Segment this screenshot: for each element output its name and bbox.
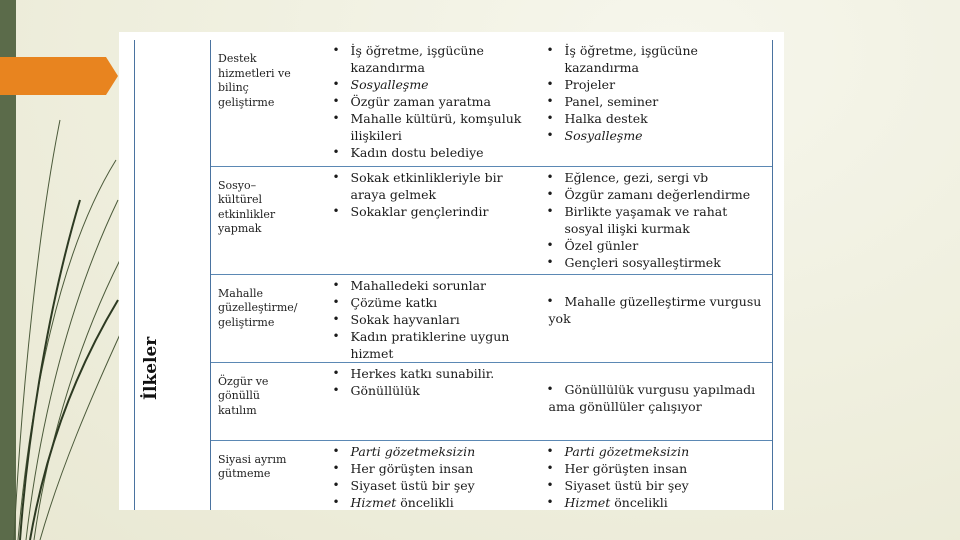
category-text: gütmeme [218,467,271,480]
list-item: • Mahalledeki sorunlar [351,277,537,294]
list-item: • Her görüşten insan [565,460,769,477]
principle-cell [135,40,211,510]
category-text: etkinlikler [218,207,276,221]
category-cell [211,166,327,274]
list-item: • Parti gözetmeksizin [565,443,769,460]
bullet-list [327,40,541,161]
category-text: Siyasi ayrım [218,452,287,466]
institution-b-cell [541,274,773,362]
category-text: Sosyo– [218,178,257,192]
list-item: • Sokaklar gençlerindir [351,203,537,220]
list-item: • Mahalle güzelleştirme vurgusu [565,293,769,310]
institution-a-cell [327,440,541,510]
category-text: geliştirme [218,315,275,329]
bullet-list [541,40,773,144]
institution-a-cell [327,40,541,166]
list-item: • Sokak etkinlikleriyle bir araya gelmek [351,169,537,203]
bullet-list [541,275,773,310]
institution-b-cell [541,362,773,440]
category-text: katılım [218,403,257,417]
list-item: • Kadın dostu belediye [351,144,537,161]
institution-a-cell [327,274,541,362]
category-text: Mahalle [218,286,264,300]
category-text: Özgür ve [218,374,269,388]
list-item: • Mahalle kültürü, komşuluk ilişkileri [351,110,537,144]
list-item: • Herkes katkı sunabilir. [351,365,537,382]
category-text: yapmak [218,222,262,235]
list-item: • Siyaset üstü bir şey [565,477,769,494]
category-cell [211,362,327,440]
institution-b-cell [541,166,773,274]
list-item: • Gönüllülük vurgusu yapılmadı [565,381,769,398]
list-item: • Çözüme katkı [351,294,537,311]
table-row [135,40,773,166]
category-text: gönüllü [218,389,260,402]
bullet-list [541,441,773,511]
category-text: geliştirme [218,95,275,109]
bullet-list [327,275,541,362]
bullet-list [327,167,541,220]
list-item: • Siyaset üstü bir şey [351,477,537,494]
category-cell [211,40,327,166]
category-cell [211,440,327,510]
category-text: bilinç [218,81,249,94]
list-item: • Eğlence, gezi, sergi vb [565,169,769,186]
category-text: güzelleştirme/ [218,301,298,314]
list-item: • Halka destek [565,110,769,127]
list-item: • Sokak hayvanları [351,311,537,328]
list-item: • Hizmet öncelikli [565,494,769,511]
institution-b-cell [541,40,773,166]
document-image [119,32,784,510]
list-item: • İş öğretme, işgücüne kazandırma [351,42,537,76]
category-text: Destek [218,52,257,65]
table-row [135,362,773,440]
list-item: • Sosyalleşme [351,76,537,93]
principles-table [134,40,773,510]
bullet-list [327,441,541,511]
category-text: kültürel [218,193,263,206]
list-item: • Sosyalleşme [565,127,769,144]
list-item: • Hizmet öncelikli [351,494,537,511]
list-item: • Birlikte yaşamak ve rahat sosyal ilişki kurmak [565,203,769,237]
institution-b-cell [541,440,773,510]
category-text: hizmetleri ve [218,66,291,80]
institution-a-cell [327,362,541,440]
bullet-list [541,167,773,271]
list-item: • Özgür zaman yaratma [351,93,537,110]
bullet-list [327,363,541,399]
orange-accent-tab [0,57,118,95]
table-row [135,440,773,510]
category-cell [211,274,327,362]
list-item: • Parti gözetmeksizin [351,443,537,460]
bullet-list [541,363,773,398]
list-item: • Her görüşten insan [351,460,537,477]
table-row [135,274,773,362]
principle-label: İlkeler [141,336,161,400]
institution-a-cell [327,166,541,274]
list-item: • Projeler [565,76,769,93]
list-item: • Özgür zamanı değerlendirme [565,186,769,203]
list-continuation: yok [548,310,571,326]
list-item: • İş öğretme, işgücüne kazandırma [565,42,769,76]
list-item: • Kadın pratiklerine uygun hizmet [351,328,537,362]
list-item: • Panel, seminer [565,93,769,110]
list-item: • Özel günler [565,237,769,254]
list-item: • Gönüllülük [351,382,537,399]
table-row [135,166,773,274]
list-item: • Gençleri sosyalleştirmek [565,254,769,271]
list-continuation: ama gönüllüler çalışıyor [548,398,702,414]
